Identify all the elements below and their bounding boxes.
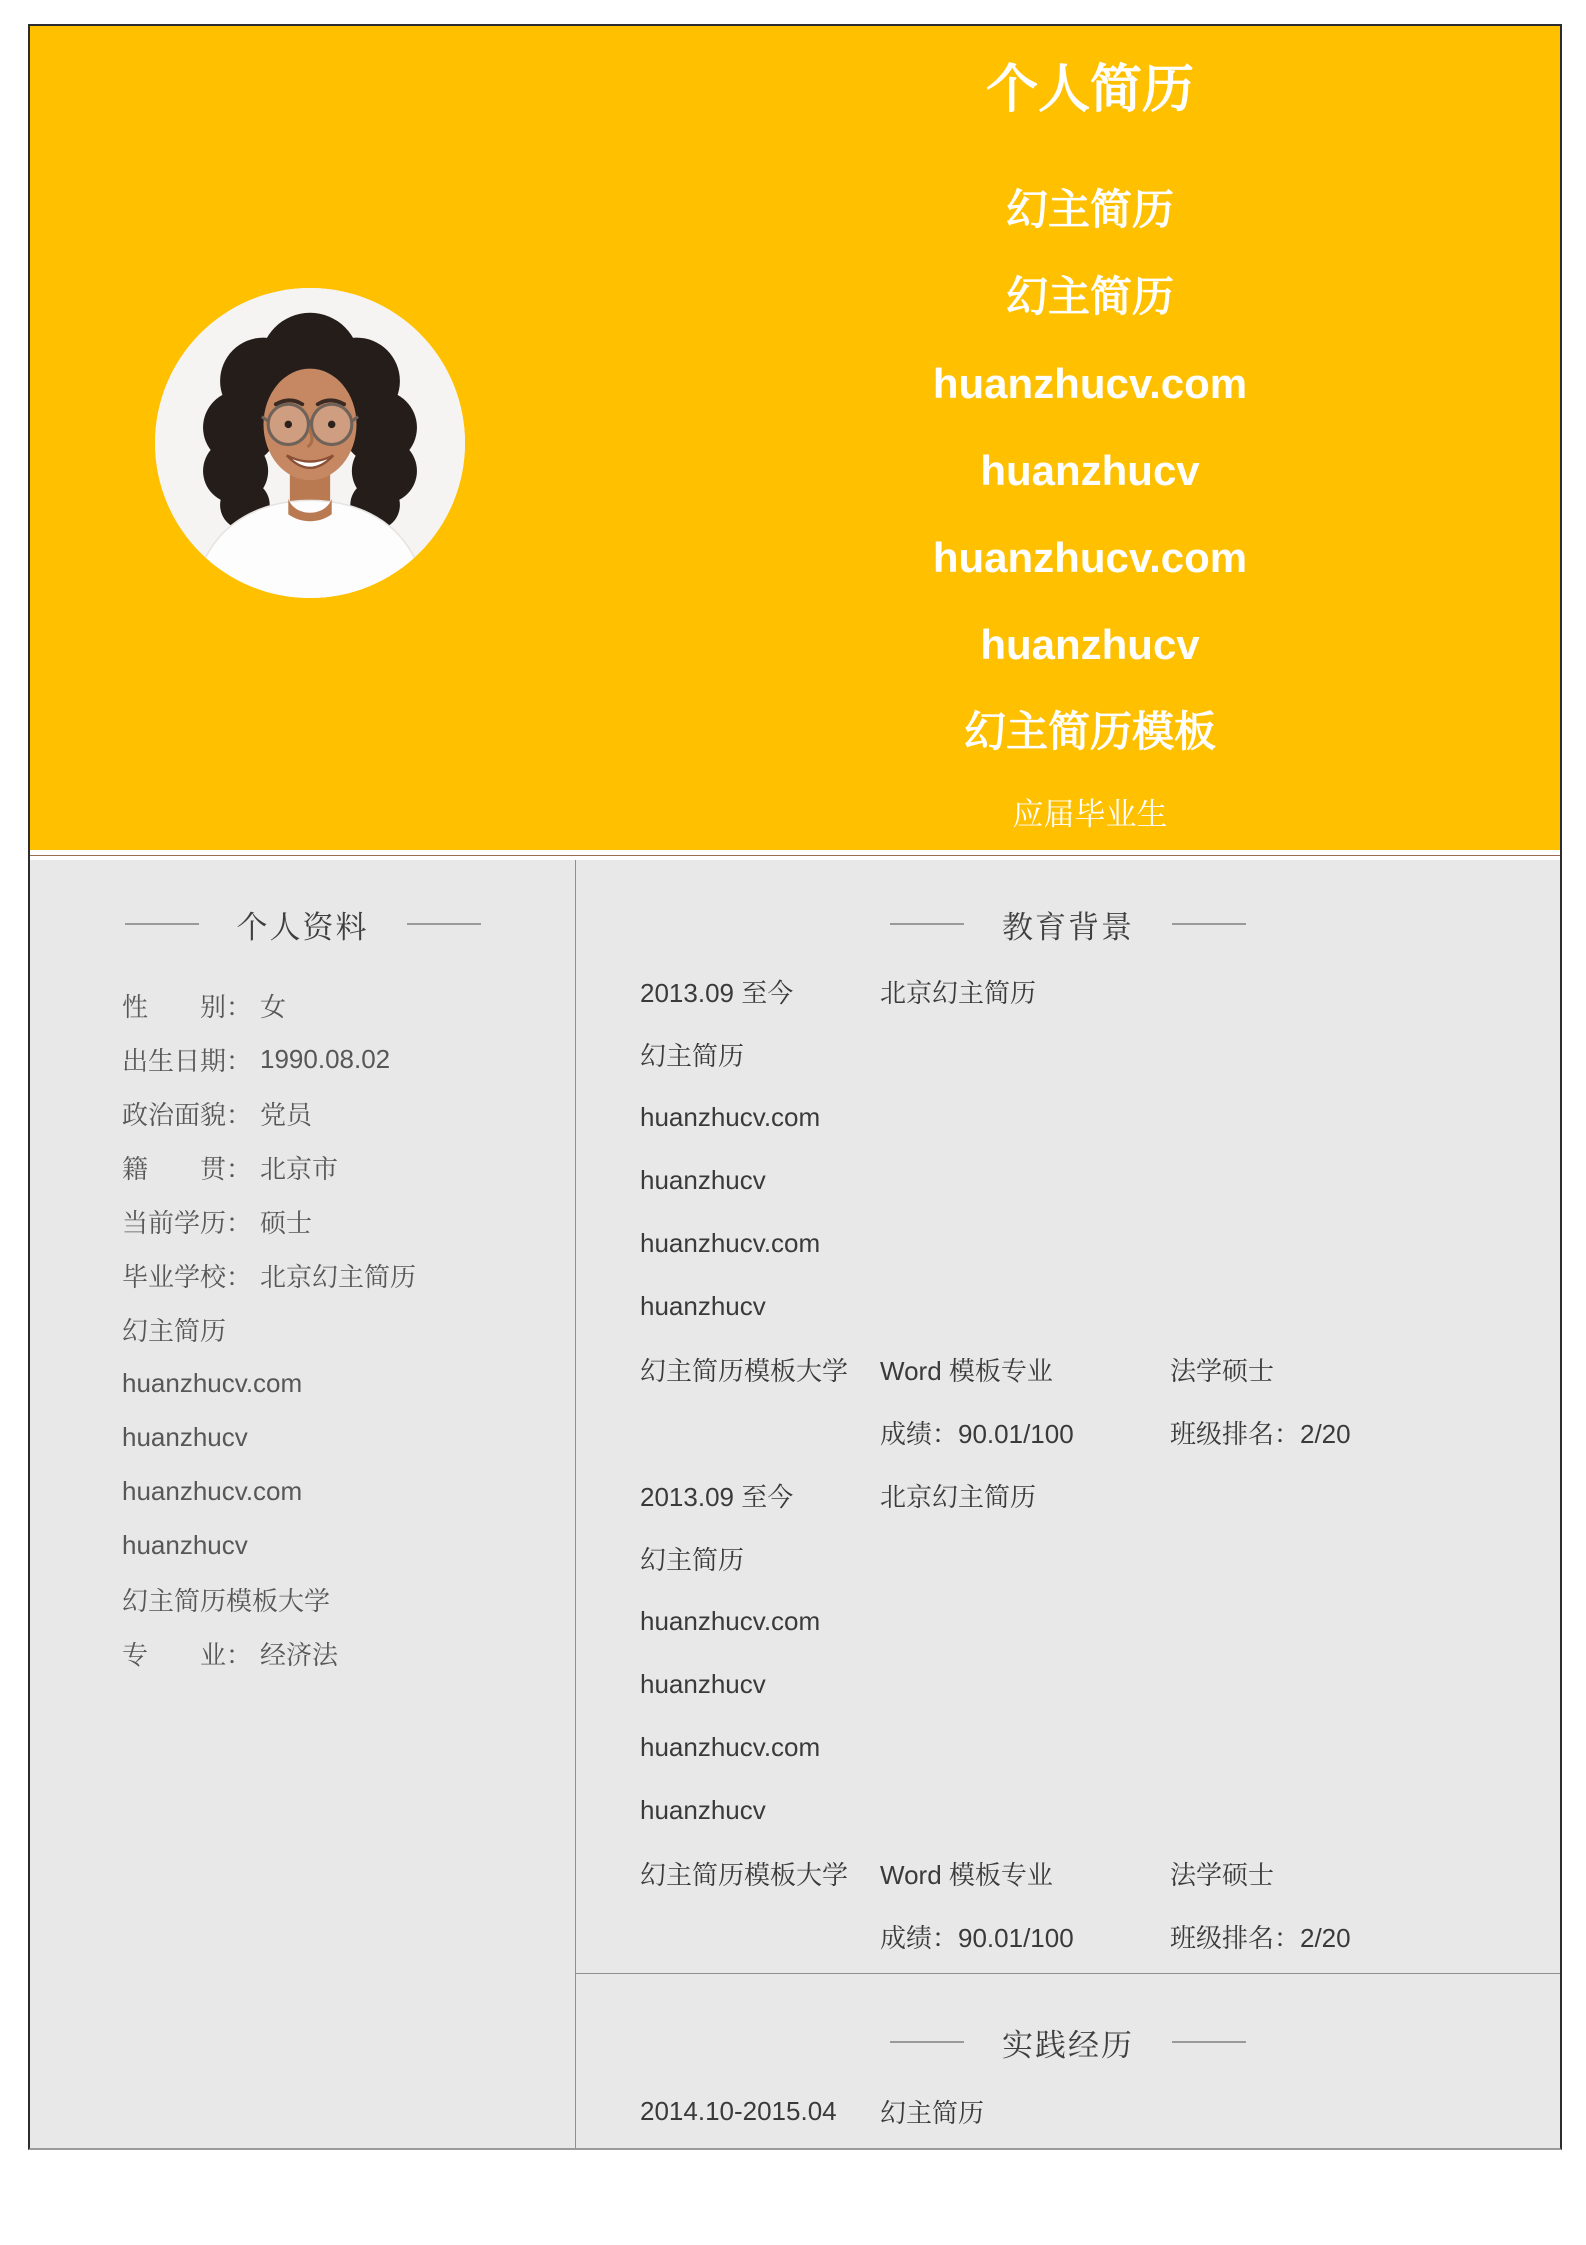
header-banner [30, 26, 1560, 850]
education-score: 成绩：90.01/100 [880, 1923, 1074, 1953]
education-detail-row [640, 1653, 1560, 1716]
header-title-line: 幻主简历 [1005, 186, 1174, 233]
practice-section [576, 1973, 1560, 2143]
person-portrait-illustration [155, 288, 465, 598]
education-major: Word 模板专业 [880, 1860, 1053, 1890]
education-detail: 幻主简历 [640, 1545, 745, 1575]
education-detail-row [640, 1149, 1560, 1212]
info-value: 硕士 [260, 1207, 313, 1238]
info-row-political-status [122, 1086, 575, 1140]
education-detail-row [640, 1275, 1560, 1338]
info-label: 籍 贯： [122, 1153, 253, 1184]
header-title-line: huanzhucv [980, 447, 1200, 494]
info-value: 北京市 [260, 1153, 339, 1184]
education-detail-row [640, 1527, 1560, 1590]
education-university: 幻主简历模板大学 [640, 1860, 849, 1890]
info-row-degree [122, 1194, 575, 1248]
education-rank: 班级排名：2/20 [1170, 1419, 1351, 1449]
education-detail: huanzhucv [640, 1669, 766, 1699]
education-period: 2013.09 至今 [640, 978, 794, 1008]
info-label: 政治面貌： [122, 1099, 253, 1130]
content-area [30, 860, 1560, 2148]
decorative-rule-left [890, 2041, 964, 2043]
education-detail-row [640, 1212, 1560, 1275]
section-title: 实践经历 [1002, 2027, 1134, 2063]
education-section [576, 896, 1560, 1968]
practice-title: 幻主简历 [880, 2098, 985, 2128]
education-score-row [640, 1401, 1560, 1464]
education-score-row [640, 1905, 1560, 1968]
education-school: 北京幻主简历 [880, 1482, 1037, 1512]
info-value: 经济法 [260, 1639, 339, 1670]
info-row-native-place [122, 1140, 575, 1194]
education-detail: huanzhucv.com [640, 1228, 821, 1258]
info-row-birthdate [122, 1032, 575, 1086]
info-label: 幻主简历模板大学 [122, 1585, 331, 1616]
education-detail: 幻主简历 [640, 1041, 745, 1071]
info-row-continuation [122, 1302, 575, 1356]
section-header-personal [30, 896, 575, 952]
education-degree-row [640, 1842, 1560, 1905]
decorative-rule-right [1172, 2041, 1246, 2043]
education-school: 北京幻主简历 [880, 978, 1037, 1008]
header-title-line: huanzhucv [980, 621, 1200, 668]
right-column [576, 860, 1560, 2148]
decorative-rule-left [890, 923, 964, 925]
education-entry-header [640, 1464, 1560, 1527]
info-label: huanzhucv.com [122, 1475, 303, 1506]
info-value: 北京幻主简历 [260, 1261, 417, 1292]
info-label: 毕业学校： [122, 1261, 253, 1292]
info-row-continuation [122, 1464, 575, 1518]
education-detail: huanzhucv [640, 1165, 766, 1195]
section-title: 个人资料 [236, 909, 369, 945]
education-score: 成绩：90.01/100 [880, 1419, 1074, 1449]
info-value: 1990.08.02 [260, 1043, 391, 1074]
header-title-line: huanzhucv.com [932, 360, 1248, 407]
education-university: 幻主简历模板大学 [640, 1356, 849, 1386]
education-entry-header [640, 960, 1560, 1023]
header-subtitle: 应届毕业生 [1012, 797, 1168, 832]
education-rank: 班级排名：2/20 [1170, 1923, 1351, 1953]
education-period: 2013.09 至今 [640, 1482, 794, 1512]
education-detail-row [640, 1716, 1560, 1779]
education-detail: huanzhucv [640, 1291, 766, 1321]
info-label: 性 别： [122, 991, 253, 1022]
education-detail-row [640, 1590, 1560, 1653]
education-degree: 法学硕士 [1170, 1860, 1275, 1890]
info-row-gender [122, 978, 575, 1032]
info-row-continuation [122, 1518, 575, 1572]
decorative-rule-right [1172, 923, 1246, 925]
personal-info-list [30, 978, 575, 1680]
education-detail: huanzhucv.com [640, 1102, 821, 1132]
info-label: huanzhucv [122, 1421, 248, 1452]
info-label: 当前学历： [122, 1207, 253, 1238]
info-row-continuation [122, 1356, 575, 1410]
education-major: Word 模板专业 [880, 1356, 1053, 1386]
section-title: 教育背景 [1002, 909, 1134, 945]
info-label: huanzhucv [122, 1529, 248, 1560]
info-row-continuation [122, 1572, 575, 1626]
education-degree: 法学硕士 [1170, 1356, 1275, 1386]
header-title-line: 幻主简历模板 [963, 708, 1216, 755]
section-header-education [576, 896, 1560, 952]
info-label: 专 业： [122, 1639, 253, 1670]
info-row-school [122, 1248, 575, 1302]
education-detail: huanzhucv [640, 1795, 766, 1825]
education-detail-row [640, 1779, 1560, 1842]
education-list [576, 960, 1560, 1968]
info-row-major [122, 1626, 575, 1680]
education-detail: huanzhucv.com [640, 1606, 821, 1636]
profile-photo [155, 288, 465, 598]
info-label: huanzhucv.com [122, 1367, 303, 1398]
header-titles [660, 46, 1520, 855]
personal-info-section [30, 860, 576, 2148]
practice-period: 2014.10-2015.04 [640, 2096, 837, 2126]
education-detail-row [640, 1086, 1560, 1149]
page-title: 个人简历 [985, 61, 1194, 119]
education-detail-row [640, 1023, 1560, 1086]
info-label: 出生日期： [122, 1045, 253, 1076]
practice-entry-header [640, 2080, 1560, 2143]
info-row-continuation [122, 1410, 575, 1464]
education-detail: huanzhucv.com [640, 1732, 821, 1762]
info-label: 幻主简历 [122, 1315, 227, 1346]
header-title-line: 幻主简历 [1005, 273, 1174, 320]
header-title-line: huanzhucv.com [932, 534, 1248, 581]
resume-page-frame [28, 24, 1562, 2150]
decorative-rule-left [125, 923, 199, 925]
info-value: 女 [260, 991, 287, 1022]
education-degree-row [640, 1338, 1560, 1401]
section-header-practice [576, 2014, 1560, 2070]
decorative-rule-right [407, 923, 481, 925]
practice-list [576, 2080, 1560, 2143]
info-value: 党员 [260, 1099, 313, 1130]
